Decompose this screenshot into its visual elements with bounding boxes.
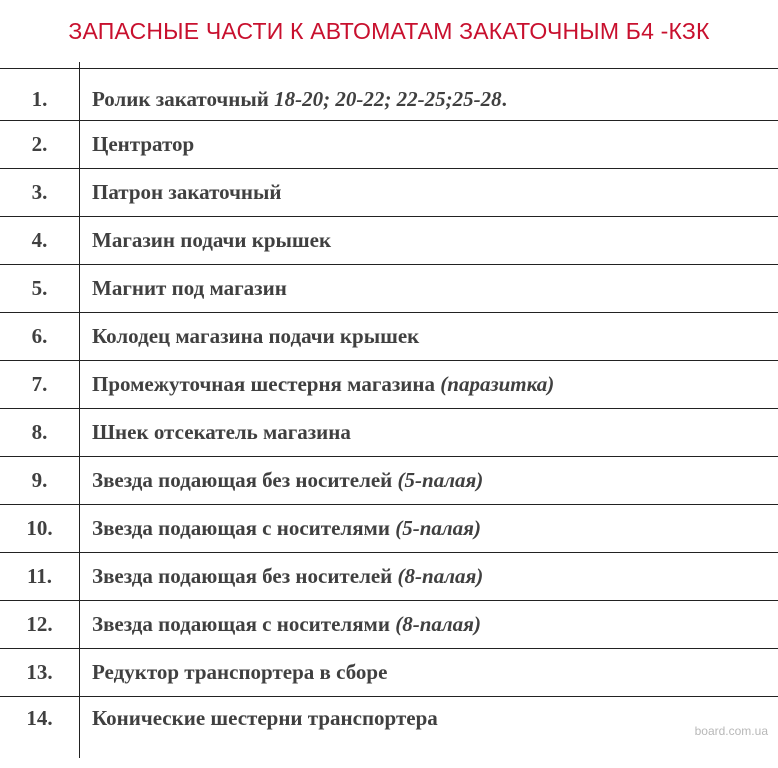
row-number: 11.	[0, 553, 80, 600]
row-number: 8.	[0, 409, 80, 456]
row-text: Звезда подающая без носителей (5-палая)	[92, 468, 484, 492]
table-row	[0, 217, 778, 265]
row-number: 5.	[0, 265, 80, 312]
row-number: 9.	[0, 457, 80, 504]
table-row	[0, 457, 778, 505]
row-text: Центратор	[92, 132, 195, 156]
row-text: Ролик закаточный 18-20; 20-22; 22-25;25-28.	[92, 87, 507, 111]
table-row	[0, 69, 778, 121]
row-text: Магнит под магазин	[92, 276, 287, 300]
row-number: 12.	[0, 601, 80, 648]
table-row	[0, 313, 778, 361]
row-text: Шнек отсекатель магазина	[92, 420, 351, 444]
table-row	[0, 553, 778, 601]
page-title: ЗАПАСНЫЕ ЧАСТИ К АВТОМАТАМ ЗАКАТОЧНЫМ Б4 -КЗК	[68, 18, 710, 44]
parts-table	[0, 68, 778, 753]
table-row	[0, 505, 778, 553]
row-number: 10.	[0, 505, 80, 552]
table-row	[0, 409, 778, 457]
table-row	[0, 601, 778, 649]
table-row	[0, 121, 778, 169]
row-text: Звезда подающая с носителями (8-палая)	[92, 612, 481, 636]
row-text: Магазин подачи крышек	[92, 228, 332, 252]
row-number: 4.	[0, 217, 80, 264]
table-row	[0, 649, 778, 697]
row-number: 7.	[0, 361, 80, 408]
row-number: 3.	[0, 169, 80, 216]
row-text: Колодец магазина подачи крышек	[92, 324, 420, 348]
table-row	[0, 697, 778, 753]
table-row	[0, 361, 778, 409]
row-text: Звезда подающая без носителей (8-палая)	[92, 564, 484, 588]
row-text: Звезда подающая с носителями (5-палая)	[92, 516, 481, 540]
row-number: 13.	[0, 649, 80, 696]
table-row	[0, 169, 778, 217]
row-text: Конические шестерни транспортера	[92, 705, 438, 730]
row-number: 1.	[0, 62, 80, 127]
row-number: 6.	[0, 313, 80, 360]
watermark: board.com.ua	[694, 724, 768, 738]
row-text: Промежуточная шестерня магазина (паразитка)	[92, 372, 555, 396]
row-text: Редуктор транспортера в сборе	[92, 660, 388, 684]
row-number: 14.	[0, 692, 80, 758]
row-text: Патрон закаточный	[92, 180, 282, 204]
row-number: 2.	[0, 121, 80, 168]
table-row	[0, 265, 778, 313]
